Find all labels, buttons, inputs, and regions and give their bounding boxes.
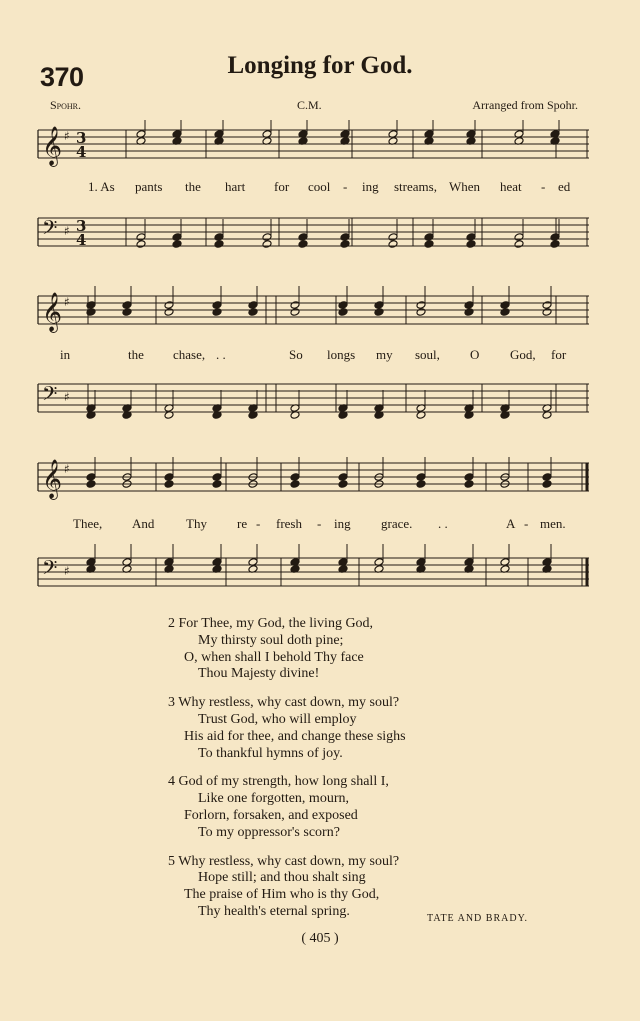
lyric-token: So: [289, 347, 303, 362]
lyric-token: A: [506, 516, 516, 531]
svg-text:𝄢: 𝄢: [42, 556, 58, 584]
treble-staff: [38, 457, 589, 500]
bass-staff: [38, 544, 589, 586]
verse-line: To thankful hymns of joy.: [198, 745, 343, 761]
verse-line: The praise of Him who is thy God,: [184, 887, 380, 903]
verse-number: 2: [168, 616, 175, 631]
verse-5: [168, 854, 406, 921]
lyric-token: ing: [362, 179, 379, 194]
svg-text:4: 4: [76, 231, 87, 249]
lyric-token: hart: [225, 179, 246, 194]
svg-text:♯: ♯: [64, 295, 70, 309]
verse-line: Like one forgotten, mourn,: [198, 791, 349, 807]
lyric-token: God,: [510, 347, 536, 362]
verse-number: 3: [168, 695, 175, 711]
verse-line: 4 God of my strength, how long shall I,: [168, 774, 389, 790]
verse-line: Hope still; and thou shalt sing: [198, 870, 366, 886]
hymn-title: Longing for God.: [227, 52, 413, 79]
additional-verses: [168, 616, 406, 933]
lyric-token: for: [551, 347, 567, 362]
svg-text:♯: ♯: [64, 462, 70, 476]
verse-line: To my oppressor's scorn?: [198, 824, 340, 840]
svg-text:♯: ♯: [64, 129, 70, 143]
page-number: ( 405 ): [301, 931, 339, 946]
bass-staff: [38, 382, 589, 419]
lyrics-line-1: [36, 179, 592, 195]
verse-line: My thirsty soul doth pine;: [198, 632, 344, 648]
verse-4: [168, 774, 406, 841]
verse-line: Forlorn, forsaken, and exposed: [184, 807, 358, 823]
lyric-token: the: [185, 179, 201, 194]
lyric-token: fresh: [276, 516, 302, 531]
svg-text:♯: ♯: [64, 390, 70, 404]
svg-text:3: 3: [76, 129, 87, 147]
lyric-token: . .: [438, 516, 448, 531]
svg-text:𝄞: 𝄞: [42, 459, 63, 499]
verse-line: Thy health's eternal spring.: [198, 903, 350, 919]
author-credit: TATE AND BRADY.: [427, 913, 528, 924]
music-system-2: [36, 286, 592, 426]
lyric-token: for: [274, 179, 290, 194]
lyric-token: -: [343, 179, 348, 194]
lyric-token: O: [470, 347, 480, 362]
verse-line: His aid for thee, and change these sighs: [184, 728, 406, 744]
lyrics-line-2: [36, 347, 592, 363]
meter-label: C.M.: [297, 98, 322, 112]
lyric-token: soul,: [415, 347, 440, 362]
lyric-token: 1. As: [88, 179, 115, 194]
bass-staff: [38, 216, 589, 248]
svg-text:𝄞: 𝄞: [42, 292, 63, 332]
hymn-number: 370: [40, 62, 84, 92]
arrangement-label: Arranged from Spohr.: [472, 98, 578, 112]
lyric-token: streams,: [394, 179, 437, 194]
svg-text:♯: ♯: [64, 564, 70, 578]
lyrics-line-3: [36, 516, 592, 532]
verse-line: Trust God, who will employ: [198, 711, 357, 727]
svg-text:𝄞: 𝄞: [42, 126, 63, 166]
svg-text:𝄢: 𝄢: [42, 216, 58, 244]
lyric-token: When: [449, 179, 481, 194]
lyric-token: in: [60, 347, 71, 362]
lyric-token: grace.: [381, 516, 413, 531]
lyric-token: -: [317, 516, 322, 531]
verse-2: [168, 616, 406, 683]
verse-number: 4: [168, 774, 175, 790]
lyric-token: Thy: [186, 516, 207, 531]
lyric-token: longs: [327, 347, 356, 362]
lyric-token: chase,: [173, 347, 206, 362]
lyric-token: ed: [558, 179, 571, 194]
composer-label: Spohr.: [50, 98, 82, 112]
lyric-token: And: [132, 516, 155, 531]
lyric-token: the: [128, 347, 144, 362]
lyric-token: -: [524, 516, 529, 531]
lyric-token: ing: [334, 516, 351, 531]
music-system-1: [36, 120, 592, 260]
lyric-token: cool: [308, 179, 331, 194]
verse-line: 3 Why restless, why cast down, my soul?: [168, 695, 400, 711]
lyric-token: heat: [500, 179, 522, 194]
verse-3: [168, 695, 406, 762]
lyric-token: -: [256, 516, 261, 531]
lyric-token: -: [541, 179, 546, 194]
lyric-token: men.: [540, 516, 566, 531]
verse-line: O, when shall I behold Thy face: [184, 649, 364, 665]
lyric-token: re: [237, 516, 248, 531]
lyric-token: Thee,: [73, 516, 103, 531]
lyric-token: . .: [216, 347, 226, 362]
lyric-token: pants: [135, 179, 163, 194]
svg-text:3: 3: [76, 217, 87, 235]
svg-text:♯: ♯: [64, 224, 70, 238]
lyric-token: my: [376, 347, 393, 362]
treble-staff: [38, 286, 589, 333]
music-system-3: [36, 453, 592, 603]
svg-text:𝄢: 𝄢: [42, 382, 58, 410]
verse-line: 5 Why restless, why cast down, my soul?: [168, 853, 400, 869]
verse-number: 5: [168, 853, 175, 869]
svg-text:4: 4: [76, 143, 87, 161]
treble-staff: [38, 120, 589, 167]
verse-line: Thou Majesty divine!: [198, 666, 320, 682]
verse-line: 2 For Thee, my God, the living God,: [168, 616, 374, 631]
